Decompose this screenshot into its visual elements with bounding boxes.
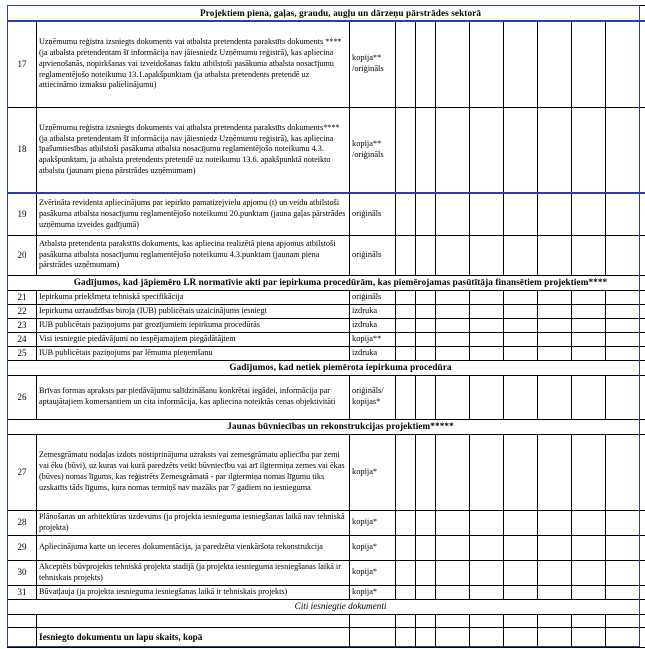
entry-cell[interactable] xyxy=(436,21,470,107)
entry-cell[interactable] xyxy=(470,107,504,193)
entry-cell[interactable] xyxy=(538,535,572,560)
entry-cell[interactable] xyxy=(572,235,606,275)
entry-cell[interactable] xyxy=(606,318,640,332)
other-documents-row xyxy=(8,599,645,614)
entry-cell[interactable] xyxy=(470,434,504,510)
entry-cell[interactable] xyxy=(640,614,645,627)
entry-cell[interactable] xyxy=(640,510,645,535)
entry-cell[interactable] xyxy=(416,434,436,510)
entry-cell[interactable] xyxy=(470,614,504,627)
entry-cell[interactable] xyxy=(606,535,640,560)
table-row xyxy=(8,107,645,193)
empty-cell[interactable] xyxy=(37,614,350,627)
entry-cell[interactable] xyxy=(436,510,470,535)
table-row xyxy=(8,304,645,318)
entry-cell[interactable] xyxy=(396,585,416,599)
document-description: Apliecinājuma karte un ieceres dokumentācija, ja paredzēta vienkāršota rekonstrukcija xyxy=(37,535,350,560)
entry-cell[interactable] xyxy=(538,375,572,419)
document-type: oriģināls xyxy=(350,235,396,275)
empty-cell[interactable] xyxy=(350,627,396,647)
entry-cell[interactable] xyxy=(436,434,470,510)
entry-cell[interactable] xyxy=(396,304,416,318)
entry-cell[interactable] xyxy=(538,434,572,510)
entry-cell[interactable] xyxy=(396,560,416,585)
other-documents-label: Citi iesniegtie dokumenti xyxy=(8,599,645,614)
document-description: Uzņēmumu reģistra izsniegts dokuments vai atbalsta pretendenta parakstīts dokuments **** (ja atbalsta pretendentam šī informācija nav jāiesniedz Uzņēmumu reģistrā), kas apliecina apvienošanās, nopirkšanas vai izveidošanas faktu atbilstoši pasākuma atbalsta nosacījumu reglamentējošo noteikumu 13.1.apakšpunktam (ja atbalsta pretendents pretendē uz attiecināmo izmaksu palielinājumu) xyxy=(37,21,350,107)
table-row xyxy=(8,332,645,346)
entry-cell[interactable] xyxy=(572,193,606,235)
entry-cell[interactable] xyxy=(538,346,572,360)
entry-cell[interactable] xyxy=(504,290,538,304)
document-description: Iepirkuma uzraudzības biroja (IUB) publicētais uzaicinājums iesniegt xyxy=(37,304,350,318)
entry-cell[interactable] xyxy=(640,235,645,275)
document-type: izdruka xyxy=(350,346,396,360)
entry-cell[interactable] xyxy=(606,21,640,107)
document-type: kopija** xyxy=(350,332,396,346)
entry-cell[interactable] xyxy=(416,193,436,235)
entry-cell[interactable] xyxy=(470,585,504,599)
document-type: kopija* xyxy=(350,535,396,560)
document-description: IUB publicētais paziņojums par grozījumiem iepirkuma procedūrās xyxy=(37,318,350,332)
entry-cell[interactable] xyxy=(538,290,572,304)
entry-cell[interactable] xyxy=(396,290,416,304)
entry-cell[interactable] xyxy=(572,560,606,585)
entry-cell[interactable] xyxy=(640,107,645,193)
entry-cell[interactable] xyxy=(470,535,504,560)
section-construction-title: Jaunas būvniecības un rekonstrukcijas projektiem***** xyxy=(8,419,645,434)
entry-cell[interactable] xyxy=(504,346,538,360)
entry-cell[interactable] xyxy=(470,510,504,535)
entry-cell[interactable] xyxy=(538,21,572,107)
empty-cell[interactable] xyxy=(8,614,37,627)
row-number: 25 xyxy=(8,346,37,360)
entry-cell[interactable] xyxy=(416,375,436,419)
entry-cell[interactable] xyxy=(504,193,538,235)
empty-cell xyxy=(8,627,37,647)
entry-cell[interactable] xyxy=(538,614,572,627)
entry-cell[interactable] xyxy=(504,107,538,193)
entry-cell[interactable] xyxy=(504,21,538,107)
section-processing xyxy=(8,6,645,22)
row-number: 26 xyxy=(8,375,37,419)
table-row xyxy=(8,318,645,332)
section-construction xyxy=(8,419,645,434)
entry-cell[interactable] xyxy=(606,585,640,599)
entry-cell[interactable] xyxy=(470,332,504,346)
row-number: 21 xyxy=(8,290,37,304)
entry-cell[interactable] xyxy=(572,304,606,318)
entry-cell[interactable] xyxy=(396,318,416,332)
entry-cell[interactable] xyxy=(470,627,504,647)
empty-cell[interactable] xyxy=(350,614,396,627)
entry-cell[interactable] xyxy=(504,614,538,627)
document-description: Visi iesniegtie piedāvājumi no iespējamajiem piegādātājiem xyxy=(37,332,350,346)
entry-cell[interactable] xyxy=(504,318,538,332)
entry-cell[interactable] xyxy=(504,535,538,560)
document-type: izdruka xyxy=(350,304,396,318)
entry-cell[interactable] xyxy=(504,510,538,535)
entry-cell[interactable] xyxy=(416,318,436,332)
entry-cell[interactable] xyxy=(572,318,606,332)
entry-cell[interactable] xyxy=(504,304,538,318)
document-type: kopija* xyxy=(350,560,396,585)
entry-cell[interactable] xyxy=(640,332,645,346)
row-number: 24 xyxy=(8,332,37,346)
entry-cell[interactable] xyxy=(606,346,640,360)
entry-cell[interactable] xyxy=(538,318,572,332)
document-checklist-table xyxy=(7,5,645,648)
entry-cell[interactable] xyxy=(396,21,416,107)
row-number: 17 xyxy=(8,21,37,107)
entry-cell[interactable] xyxy=(436,318,470,332)
document-description: Uzņēmumu reģistra izsniegts dokuments vai atbalsta pretendenta parakstīts dokuments**** (ja atbalsta pretendentam šī informācija nav jāiesniedz Uzņēmumu reģistrā), kas apliecina īpašumtiesības atbilstoši pasākuma atbalsta nosacījumu reglamentējošo noteikumu 4.3. apakšpunktam, ja atbalsta pretendents pretendē uz noteikumu 13.6. apakšpunktā noteikto atbalstu (jaunam piena pārstrādes uzņēmumam) xyxy=(37,107,350,193)
row-number: 29 xyxy=(8,535,37,560)
entry-cell[interactable] xyxy=(572,510,606,535)
row-number: 23 xyxy=(8,318,37,332)
entry-cell[interactable] xyxy=(606,375,640,419)
entry-cell[interactable] xyxy=(396,614,416,627)
document-type: izdruka xyxy=(350,318,396,332)
table-row xyxy=(8,21,645,107)
entry-cell[interactable] xyxy=(416,560,436,585)
table-row xyxy=(8,585,645,599)
row-number: 22 xyxy=(8,304,37,318)
entry-cell[interactable] xyxy=(606,614,640,627)
document-description: Atbalsta pretendenta parakstīts dokuments, kas apliecina realizētā piena apjomus atbilstoši pasākuma atbalsta nosacījumu reglamentējošo noteikumu 4.3.punktam (jaunam piena pārstrādes uzņēmumam) xyxy=(37,235,350,275)
entry-cell[interactable] xyxy=(416,290,436,304)
entry-cell[interactable] xyxy=(606,434,640,510)
entry-cell[interactable] xyxy=(416,510,436,535)
entry-cell[interactable] xyxy=(606,107,640,193)
entry-cell[interactable] xyxy=(470,21,504,107)
section-procurement xyxy=(8,275,645,290)
entry-cell[interactable] xyxy=(504,235,538,275)
entry-cell[interactable] xyxy=(572,290,606,304)
document-description: Zemesgrāmatu nodaļas izdots nostiprinājuma uzraksts vai zemesgrāmatu apliecība par zemi vai ēku (būvi), uz kuras vai kurā paredzēts veikt būvniecību vai arī ilgtermiņa zemes vai ēkas (būves) nomas līgums, kas reģistrēts Zemesgrāmatā - par ilgtermiņa nomas līgumu tiks uzskatīts tāds līgums, kura nomas termiņš nav mazāks par 7 gadiem no iesnieguma xyxy=(37,434,350,510)
entry-cell[interactable] xyxy=(504,627,538,647)
total-row xyxy=(8,627,645,647)
entry-cell[interactable] xyxy=(470,290,504,304)
entry-cell[interactable] xyxy=(538,560,572,585)
entry-cell[interactable] xyxy=(436,585,470,599)
entry-cell[interactable] xyxy=(396,332,416,346)
entry-cell[interactable] xyxy=(470,346,504,360)
row-number: 27 xyxy=(8,434,37,510)
document-type: oriģināls xyxy=(350,290,396,304)
total-label: Iesniegto dokumentu un lapu skaits, kopā xyxy=(37,627,350,647)
document-type: oriģināls xyxy=(350,193,396,235)
entry-cell[interactable] xyxy=(416,535,436,560)
entry-cell[interactable] xyxy=(396,434,416,510)
document-description: Brīvas formas apraksts par piedāvājumu salīdzināšanu konkrētai iegādei, informācija par aptaujātajiem komersantiem un cita informācija, kas apliecina noteiktās cenas objektivitāti xyxy=(37,375,350,419)
document-type: kopija* xyxy=(350,585,396,599)
entry-cell[interactable] xyxy=(396,510,416,535)
entry-cell[interactable] xyxy=(538,627,572,647)
entry-cell[interactable] xyxy=(416,346,436,360)
entry-cell[interactable] xyxy=(572,375,606,419)
entry-cell[interactable] xyxy=(416,304,436,318)
entry-cell[interactable] xyxy=(640,627,645,647)
entry-cell[interactable] xyxy=(538,107,572,193)
entry-cell[interactable] xyxy=(572,332,606,346)
entry-cell[interactable] xyxy=(436,375,470,419)
entry-cell[interactable] xyxy=(640,535,645,560)
table-row xyxy=(8,193,645,235)
entry-cell[interactable] xyxy=(606,193,640,235)
document-description: Plānošanas un arhitektūras uzdevums (ja projekta iesnieguma iesniegšanas laikā nav tehniskā projekta) xyxy=(37,510,350,535)
entry-cell[interactable] xyxy=(436,346,470,360)
entry-cell[interactable] xyxy=(436,560,470,585)
entry-cell[interactable] xyxy=(416,614,436,627)
entry-cell[interactable] xyxy=(396,375,416,419)
entry-cell[interactable] xyxy=(416,235,436,275)
entry-cell[interactable] xyxy=(396,627,416,647)
entry-cell[interactable] xyxy=(538,193,572,235)
entry-cell[interactable] xyxy=(640,346,645,360)
document-type: oriģināls/ kopijas* xyxy=(350,375,396,419)
entry-cell[interactable] xyxy=(436,627,470,647)
row-number: 18 xyxy=(8,107,37,193)
document-description: Iepirkuma priekšmeta tehniskā specifikācija xyxy=(37,290,350,304)
entry-cell[interactable] xyxy=(640,21,645,107)
document-type: kopija* xyxy=(350,510,396,535)
entry-cell[interactable] xyxy=(606,235,640,275)
entry-cell[interactable] xyxy=(470,235,504,275)
entry-cell[interactable] xyxy=(436,614,470,627)
row-number: 20 xyxy=(8,235,37,275)
entry-cell[interactable] xyxy=(436,535,470,560)
table-row xyxy=(8,290,645,304)
table-row xyxy=(8,434,645,510)
entry-cell[interactable] xyxy=(470,375,504,419)
table-row xyxy=(8,510,645,535)
entry-cell[interactable] xyxy=(396,346,416,360)
entry-cell[interactable] xyxy=(538,304,572,318)
section-no-procurement-title: Gadījumos, kad netiek piemērota iepirkuma procedūra xyxy=(8,360,645,375)
row-number: 30 xyxy=(8,560,37,585)
entry-cell[interactable] xyxy=(504,560,538,585)
row-number: 28 xyxy=(8,510,37,535)
entry-cell[interactable] xyxy=(416,585,436,599)
document-type: kopija** /oriģināls xyxy=(350,21,396,107)
entry-cell[interactable] xyxy=(396,535,416,560)
entry-cell[interactable] xyxy=(470,304,504,318)
entry-cell[interactable] xyxy=(640,375,645,419)
entry-cell[interactable] xyxy=(504,434,538,510)
section-procurement-title: Gadījumos, kad jāpiemēro LR normatīvie akti par iepirkuma procedūrām, kas piemērojamas pasūtītāja finansētiem projektiem**** xyxy=(8,275,645,290)
table-row xyxy=(8,346,645,360)
entry-cell[interactable] xyxy=(470,193,504,235)
document-description: Akceptēts būvprojekts tehniskā projekta stadijā (ja projekta iesnieguma iesniegšanas laikā ir tehniskais projekts) xyxy=(37,560,350,585)
entry-cell[interactable] xyxy=(640,193,645,235)
entry-cell[interactable] xyxy=(538,235,572,275)
table-body xyxy=(8,6,645,648)
entry-cell[interactable] xyxy=(640,585,645,599)
entry-cell[interactable] xyxy=(416,627,436,647)
entry-cell[interactable] xyxy=(538,332,572,346)
empty-row xyxy=(8,614,645,627)
entry-cell[interactable] xyxy=(572,21,606,107)
entry-cell[interactable] xyxy=(640,434,645,510)
section-no-procurement xyxy=(8,360,645,375)
entry-cell[interactable] xyxy=(436,332,470,346)
entry-cell[interactable] xyxy=(396,235,416,275)
document-description: Būvatļauja (ja projekta iesnieguma iesniegšanas laikā ir tehniskais projekts) xyxy=(37,585,350,599)
entry-cell[interactable] xyxy=(572,434,606,510)
table-row xyxy=(8,535,645,560)
entry-cell[interactable] xyxy=(606,332,640,346)
entry-cell[interactable] xyxy=(416,21,436,107)
entry-cell[interactable] xyxy=(436,235,470,275)
table-row xyxy=(8,560,645,585)
entry-cell[interactable] xyxy=(470,560,504,585)
entry-cell[interactable] xyxy=(606,510,640,535)
entry-cell[interactable] xyxy=(640,318,645,332)
entry-cell[interactable] xyxy=(504,375,538,419)
entry-cell[interactable] xyxy=(416,332,436,346)
entry-cell[interactable] xyxy=(606,304,640,318)
entry-cell[interactable] xyxy=(640,560,645,585)
entry-cell[interactable] xyxy=(416,107,436,193)
entry-cell[interactable] xyxy=(572,614,606,627)
entry-cell[interactable] xyxy=(538,585,572,599)
entry-cell[interactable] xyxy=(436,107,470,193)
entry-cell[interactable] xyxy=(538,510,572,535)
entry-cell[interactable] xyxy=(640,304,645,318)
entry-cell[interactable] xyxy=(606,560,640,585)
entry-cell[interactable] xyxy=(504,332,538,346)
document-type: kopija** /oriģināls xyxy=(350,107,396,193)
entry-cell[interactable] xyxy=(436,290,470,304)
entry-cell[interactable] xyxy=(572,535,606,560)
entry-cell[interactable] xyxy=(470,318,504,332)
document-description: IUB publicētais paziņojums par lēmuma pieņemšanu xyxy=(37,346,350,360)
row-number: 19 xyxy=(8,193,37,235)
entry-cell[interactable] xyxy=(606,627,640,647)
entry-cell[interactable] xyxy=(572,585,606,599)
entry-cell[interactable] xyxy=(572,107,606,193)
table-row xyxy=(8,375,645,419)
document-type: kopija* xyxy=(350,434,396,510)
entry-cell[interactable] xyxy=(436,193,470,235)
entry-cell[interactable] xyxy=(436,304,470,318)
entry-cell[interactable] xyxy=(396,107,416,193)
section-processing-title: Projektiem piena, gaļas, graudu, augļu un dārzeņu pārstrādes sektorā xyxy=(8,6,645,22)
document-description: Zvērināta revidenta apliecinājums par iepirkto pamatizejvielu apjomu (t) un veidu atbilstoši pasākuma atbalsta nosacījumu reglamentējošo noteikumu 20.punktam (jauna gaļas pārstrādes uzņēmuma izveides gadījumā) xyxy=(37,193,350,235)
table-row xyxy=(8,235,645,275)
entry-cell[interactable] xyxy=(396,193,416,235)
entry-cell[interactable] xyxy=(606,290,640,304)
row-number: 31 xyxy=(8,585,37,599)
entry-cell[interactable] xyxy=(640,290,645,304)
entry-cell[interactable] xyxy=(504,585,538,599)
entry-cell[interactable] xyxy=(572,346,606,360)
entry-cell[interactable] xyxy=(572,627,606,647)
